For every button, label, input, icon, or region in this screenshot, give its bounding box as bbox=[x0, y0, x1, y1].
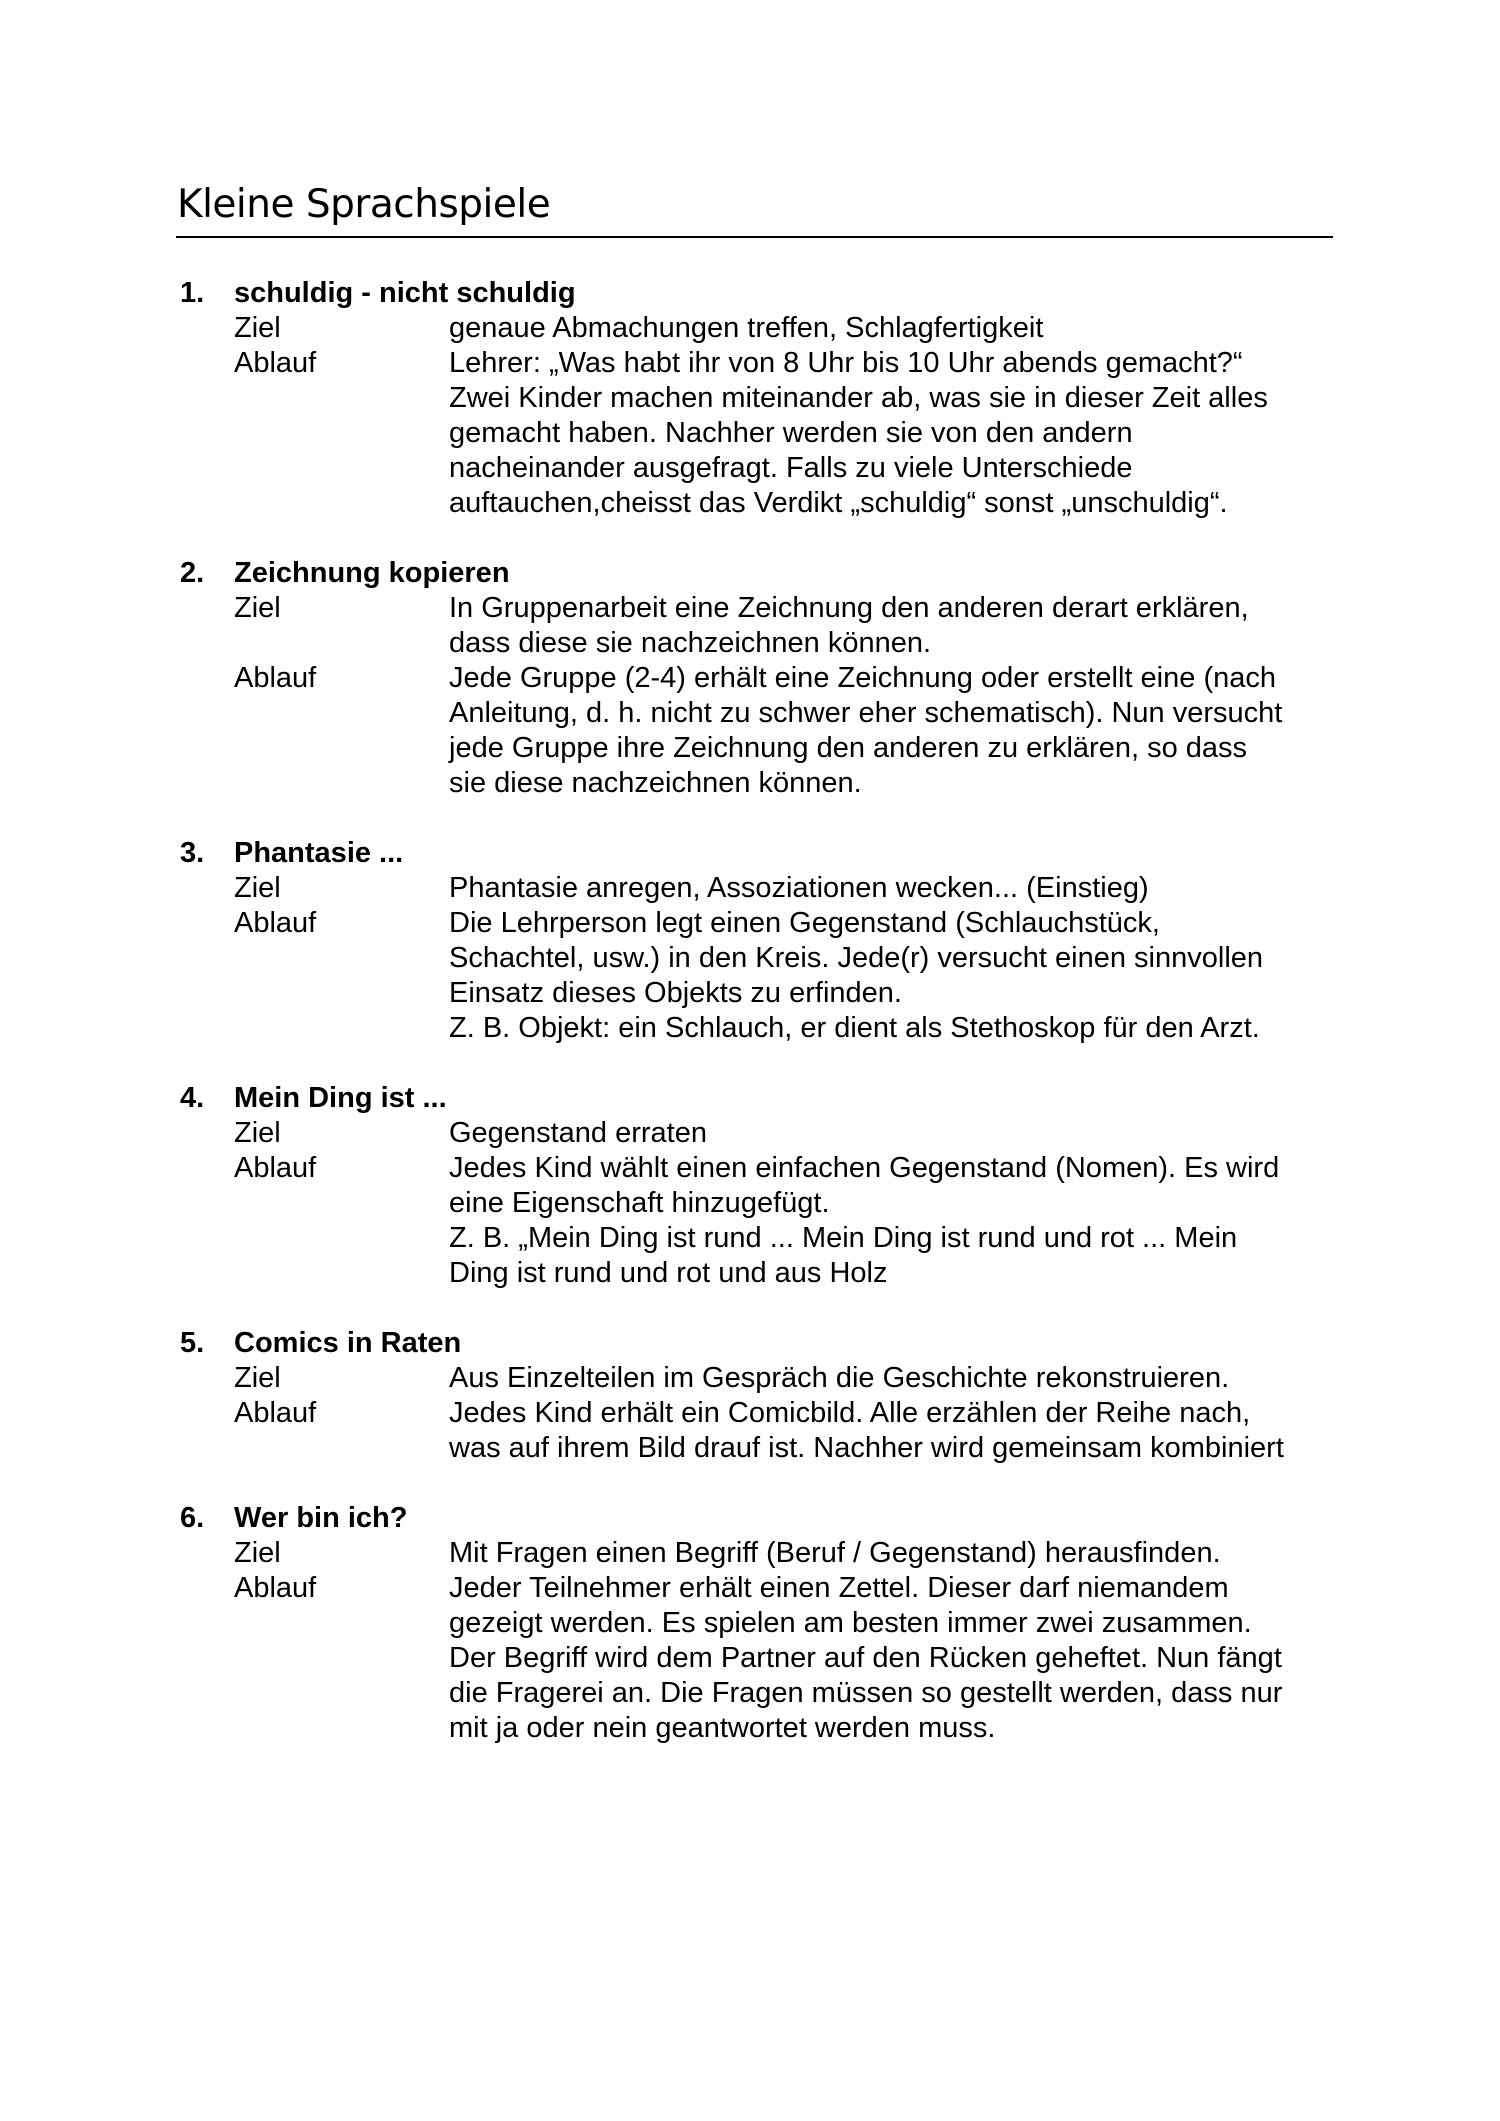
game-item bbox=[180, 1081, 1340, 1291]
procedure-text-line: Z. B. „Mein Ding ist rund ... Mein Ding ist rund und rot ... Mein bbox=[449, 1222, 1238, 1254]
procedure-text-line: nacheinander ausgefragt. Falls zu viele Unterschiede bbox=[449, 452, 1133, 484]
goal-text-line: In Gruppenarbeit eine Zeichnung den anderen derart erklären, bbox=[449, 592, 1249, 624]
game-goal-row bbox=[180, 311, 1340, 346]
goal-label: Ziel bbox=[234, 1117, 281, 1149]
game-item bbox=[180, 836, 1340, 1046]
game-procedure-row bbox=[180, 1151, 1340, 1291]
procedure-text-line: Schachtel, usw.) in den Kreis. Jede(r) versucht einen sinnvollen bbox=[449, 942, 1264, 974]
procedure-text-line: Jede Gruppe (2-4) erhält eine Zeichnung oder erstellt eine (nach bbox=[449, 662, 1276, 694]
procedure-text-line: Jeder Teilnehmer erhält einen Zettel. Dieser darf niemandem bbox=[449, 1572, 1229, 1604]
procedure-text-line: Jedes Kind wählt einen einfachen Gegenstand (Nomen). Es wird bbox=[449, 1152, 1280, 1184]
procedure-label: Ablauf bbox=[234, 1397, 317, 1429]
game-number: 2. bbox=[180, 557, 205, 589]
document-title: Kleine Sprachspiele bbox=[177, 182, 551, 227]
goal-text-line: Phantasie anregen, Assoziationen wecken... (Einstieg) bbox=[449, 872, 1149, 904]
game-goal-row bbox=[180, 591, 1340, 661]
game-heading bbox=[180, 1501, 1340, 1536]
procedure-text-line: Der Begriff wird dem Partner auf den Rücken geheftet. Nun fängt bbox=[449, 1642, 1282, 1674]
game-procedure-row bbox=[180, 1396, 1340, 1466]
goal-label: Ziel bbox=[234, 592, 281, 624]
procedure-text bbox=[449, 906, 1340, 1046]
procedure-text bbox=[449, 1151, 1340, 1291]
procedure-text-line: jede Gruppe ihre Zeichnung den anderen zu erklären, so dass bbox=[449, 732, 1248, 764]
game-heading bbox=[180, 836, 1340, 871]
procedure-text-line: eine Eigenschaft hinzugefügt. bbox=[449, 1187, 830, 1219]
game-number: 3. bbox=[180, 837, 205, 869]
procedure-text-line: gezeigt werden. Es spielen am besten immer zwei zusammen. bbox=[449, 1607, 1252, 1639]
goal-label: Ziel bbox=[234, 312, 281, 344]
game-goal-row bbox=[180, 1116, 1340, 1151]
procedure-label: Ablauf bbox=[234, 907, 317, 939]
game-goal-row bbox=[180, 871, 1340, 906]
game-title: schuldig - nicht schuldig bbox=[234, 277, 576, 309]
game-item bbox=[180, 1501, 1340, 1746]
goal-label: Ziel bbox=[234, 1362, 281, 1394]
game-procedure-row bbox=[180, 661, 1340, 801]
goal-text bbox=[449, 1116, 1340, 1151]
game-number: 6. bbox=[180, 1502, 205, 1534]
procedure-text bbox=[449, 1396, 1340, 1466]
game-goal-row bbox=[180, 1536, 1340, 1571]
procedure-text-line: Einsatz dieses Objekts zu erfinden. bbox=[449, 977, 902, 1009]
game-number: 4. bbox=[180, 1082, 205, 1114]
procedure-label: Ablauf bbox=[234, 1152, 317, 1184]
game-title: Phantasie ... bbox=[234, 837, 404, 869]
game-number: 5. bbox=[180, 1327, 205, 1359]
procedure-text-line: gemacht haben. Nachher werden sie von den andern bbox=[449, 417, 1133, 449]
procedure-text-line: die Fragerei an. Die Fragen müssen so gestellt werden, dass nur bbox=[449, 1677, 1283, 1709]
game-heading bbox=[180, 556, 1340, 591]
procedure-text-line: sie diese nachzeichnen können. bbox=[449, 767, 862, 799]
goal-text-line: Gegenstand erraten bbox=[449, 1117, 707, 1149]
title-underline bbox=[176, 236, 1333, 238]
goal-label: Ziel bbox=[234, 872, 281, 904]
game-heading bbox=[180, 276, 1340, 311]
procedure-text-line: Ding ist rund und rot und aus Holz bbox=[449, 1257, 888, 1289]
goal-text bbox=[449, 591, 1340, 661]
game-procedure-row bbox=[180, 1571, 1340, 1746]
goal-text-line: Aus Einzelteilen im Gespräch die Geschichte rekonstruieren. bbox=[449, 1362, 1230, 1394]
procedure-text-line: auftauchen,cheisst das Verdikt „schuldig“ sonst „unschuldig“. bbox=[449, 487, 1228, 519]
goal-label: Ziel bbox=[234, 1537, 281, 1569]
procedure-text-line: Z. B. Objekt: ein Schlauch, er dient als Stethoskop für den Arzt. bbox=[449, 1012, 1260, 1044]
procedure-text bbox=[449, 1571, 1340, 1746]
game-title: Wer bin ich? bbox=[234, 1502, 408, 1534]
procedure-text-line: Lehrer: „Was habt ihr von 8 Uhr bis 10 Uhr abends gemacht?“ bbox=[449, 347, 1243, 379]
goal-text bbox=[449, 311, 1340, 346]
game-title: Comics in Raten bbox=[234, 1327, 462, 1359]
procedure-text bbox=[449, 346, 1340, 521]
procedure-text-line: Anleitung, d. h. nicht zu schwer eher schematisch). Nun versucht bbox=[449, 697, 1283, 729]
game-procedure-row bbox=[180, 906, 1340, 1046]
game-heading bbox=[180, 1326, 1340, 1361]
procedure-label: Ablauf bbox=[234, 1572, 317, 1604]
procedure-label: Ablauf bbox=[234, 347, 317, 379]
procedure-label: Ablauf bbox=[234, 662, 317, 694]
game-title: Mein Ding ist ... bbox=[234, 1082, 447, 1114]
game-item bbox=[180, 556, 1340, 801]
game-goal-row bbox=[180, 1361, 1340, 1396]
procedure-text-line: Jedes Kind erhält ein Comicbild. Alle erzählen der Reihe nach, bbox=[449, 1397, 1251, 1429]
goal-text bbox=[449, 1536, 1340, 1571]
game-procedure-row bbox=[180, 346, 1340, 521]
procedure-text-line: Die Lehrperson legt einen Gegenstand (Schlauchstück, bbox=[449, 907, 1160, 939]
game-number: 1. bbox=[180, 277, 205, 309]
goal-text bbox=[449, 1361, 1340, 1396]
procedure-text-line: Zwei Kinder machen miteinander ab, was sie in dieser Zeit alles bbox=[449, 382, 1268, 414]
game-item bbox=[180, 276, 1340, 521]
goal-text bbox=[449, 871, 1340, 906]
goal-text-line: Mit Fragen einen Begriff (Beruf / Gegenstand) herausfinden. bbox=[449, 1537, 1221, 1569]
goal-text-line: dass diese sie nachzeichnen können. bbox=[449, 627, 932, 659]
game-item bbox=[180, 1326, 1340, 1466]
goal-text-line: genaue Abmachungen treffen, Schlagfertigkeit bbox=[449, 312, 1044, 344]
procedure-text bbox=[449, 661, 1340, 801]
procedure-text-line: was auf ihrem Bild drauf ist. Nachher wird gemeinsam kombiniert bbox=[449, 1432, 1284, 1464]
procedure-text-line: mit ja oder nein geantwortet werden muss. bbox=[449, 1712, 996, 1744]
game-title: Zeichnung kopieren bbox=[234, 557, 510, 589]
games-list bbox=[180, 276, 1340, 1781]
game-heading bbox=[180, 1081, 1340, 1116]
